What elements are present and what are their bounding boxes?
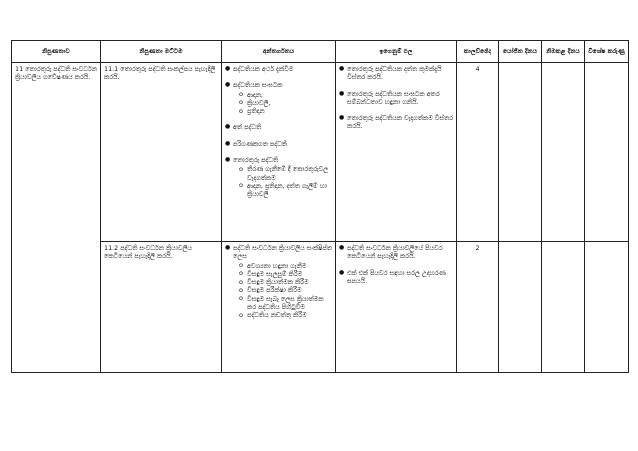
header-level: නිපුණතා මට්ටම	[101, 41, 222, 63]
outcomes-list	[339, 65, 453, 131]
competency-cell	[12, 63, 101, 373]
suggested-date-cell	[499, 242, 542, 373]
content-subitem: o විසඳුම පරීක්ෂා කිරීම	[239, 286, 332, 294]
outcome-item: ● පද්ධති සංවර්ධන ක්‍රියාවලියේ පියවර කෙටියෙන් පැහැදිලි කරයි.	[339, 244, 453, 261]
header-completed-date: නිමකළ දිනය	[542, 41, 585, 63]
content-subitem: o ක්‍රියාවලි,	[239, 99, 332, 107]
content-item: ● පරිගණකගත පද්ධති	[225, 140, 332, 148]
table-row	[12, 242, 629, 373]
content-item: ● පද්ධතියක අර්ථ දැක්වීම	[225, 65, 332, 73]
header-competency: නිපුණතාව	[12, 41, 101, 63]
level-text: පද්ධති සංවර්ධන ක්‍රියාවලිය කෙටියෙන් පැහැදිලි කරයි.	[104, 244, 192, 261]
content-sublist	[239, 91, 332, 116]
lesson-plan-table	[11, 40, 629, 373]
periods-cell: 4	[457, 63, 499, 242]
outcome-item: ● තොරතුරු පද්ධතියක දත්ත කුමක්දැයි විස්තර කරයි.	[339, 65, 453, 82]
remarks-cell	[585, 242, 629, 373]
header-content: අන්තර්ගතය	[222, 41, 336, 63]
content-list	[225, 244, 332, 320]
content-item: ● පද්ධතියක සංඝටක o ආදාන, o ක්‍රියාවලි, o ප්‍රතිදාන	[225, 81, 332, 115]
outcome-item: ● එක් එක් පියවර සඳහා සරල උදාහරණ සපයයි.	[339, 269, 453, 286]
content-subitem: o විසඳුම සැලසුම් කිරීම	[239, 270, 332, 278]
level-number: 11.1	[104, 65, 119, 73]
content-cell	[222, 242, 336, 373]
outcomes-list	[339, 244, 453, 285]
content-subitem: o ප්‍රතිදාන	[239, 107, 332, 115]
level-cell	[101, 63, 222, 242]
content-item: ● තොරතුරු පද්ධති o තීරණ ගැනීමේ දී තොරතුරුවල වැදගත්කම o ආදාන, ප්‍රතිදාන, දත්ත ගැලීම් හා ක්‍රියාවලි	[225, 156, 332, 198]
header-outcomes: ඉගෙනුම් ඵල	[336, 41, 457, 63]
content-cell	[222, 63, 336, 242]
content-item: ● අත් පද්ධති	[225, 123, 332, 131]
outcome-item: ● තොරතුරු පද්ධතියක සංඝටක අතර සම්බන්ධතාව හඳුනා ගනියි.	[339, 90, 453, 107]
table-row	[12, 63, 629, 242]
remarks-cell	[585, 63, 629, 242]
header-suggested-date: යෝජිත දිනය	[499, 41, 542, 63]
content-subitem: o ආදාන, ප්‍රතිදාන, දත්ත ගැලීම් හා ක්‍රියාවලි	[239, 182, 332, 199]
content-list	[225, 65, 332, 199]
competency-number: 11	[15, 65, 24, 73]
outcomes-cell	[336, 63, 457, 242]
content-item: ● පද්ධති සංවර්ධන ක්‍රියාවලිය සංක්ෂිප්ත ලෙස o අවශ්‍යතා හඳුනා ගැනීම o විසඳුම සැලසුම් කිරීම o විසඳුම ක්‍රියාත්මක කිරීම o විසඳුම පරීක්ෂා කිරීම o විසඳුම සැබෑ ලෙස ක්‍රියාත්මක කර පද්ධතිය පිහිටුවීම o පද්ධතිය නඩත්තු කිරීම	[225, 244, 332, 320]
level-cell	[101, 242, 222, 373]
periods-cell: 2	[457, 242, 499, 373]
completed-date-cell	[542, 63, 585, 242]
header-row	[12, 41, 629, 63]
content-subitem: o විසඳුම ක්‍රියාත්මක කිරීම	[239, 278, 332, 286]
level-number: 11.2	[104, 244, 119, 252]
outcomes-cell	[336, 242, 457, 373]
content-subitem: o තීරණ ගැනීමේ දී තොරතුරුවල වැදගත්කම	[239, 165, 332, 182]
header-remarks: විශේෂ කරුණු	[585, 41, 629, 63]
content-subitem: o විසඳුම සැබෑ ලෙස ක්‍රියාත්මක කර පද්ධතිය පිහිටුවීම	[239, 295, 332, 312]
content-subitem: o පද්ධතිය නඩත්තු කිරීම	[239, 311, 332, 319]
suggested-date-cell	[499, 63, 542, 242]
competency-text: තොරතුරු පද්ධති සංවර්ධන ක්‍රියාවලිය ගවේෂණය කරයි.	[15, 65, 97, 82]
outcome-item: ● තොරතුරු පද්ධතියක වැදගත්කම විස්තර කරයි.	[339, 114, 453, 131]
header-periods: කාලච්ඡේද	[457, 41, 499, 63]
level-text: තොරතුරු පද්ධති සංකල්පය පැහැදිලි කරයි.	[104, 65, 216, 82]
content-subitem: o අවශ්‍යතා හඳුනා ගැනීම	[239, 262, 332, 270]
content-subitem: o ආදාන,	[239, 91, 332, 99]
content-sublist	[239, 262, 332, 320]
content-sublist	[239, 165, 332, 198]
completed-date-cell	[542, 242, 585, 373]
